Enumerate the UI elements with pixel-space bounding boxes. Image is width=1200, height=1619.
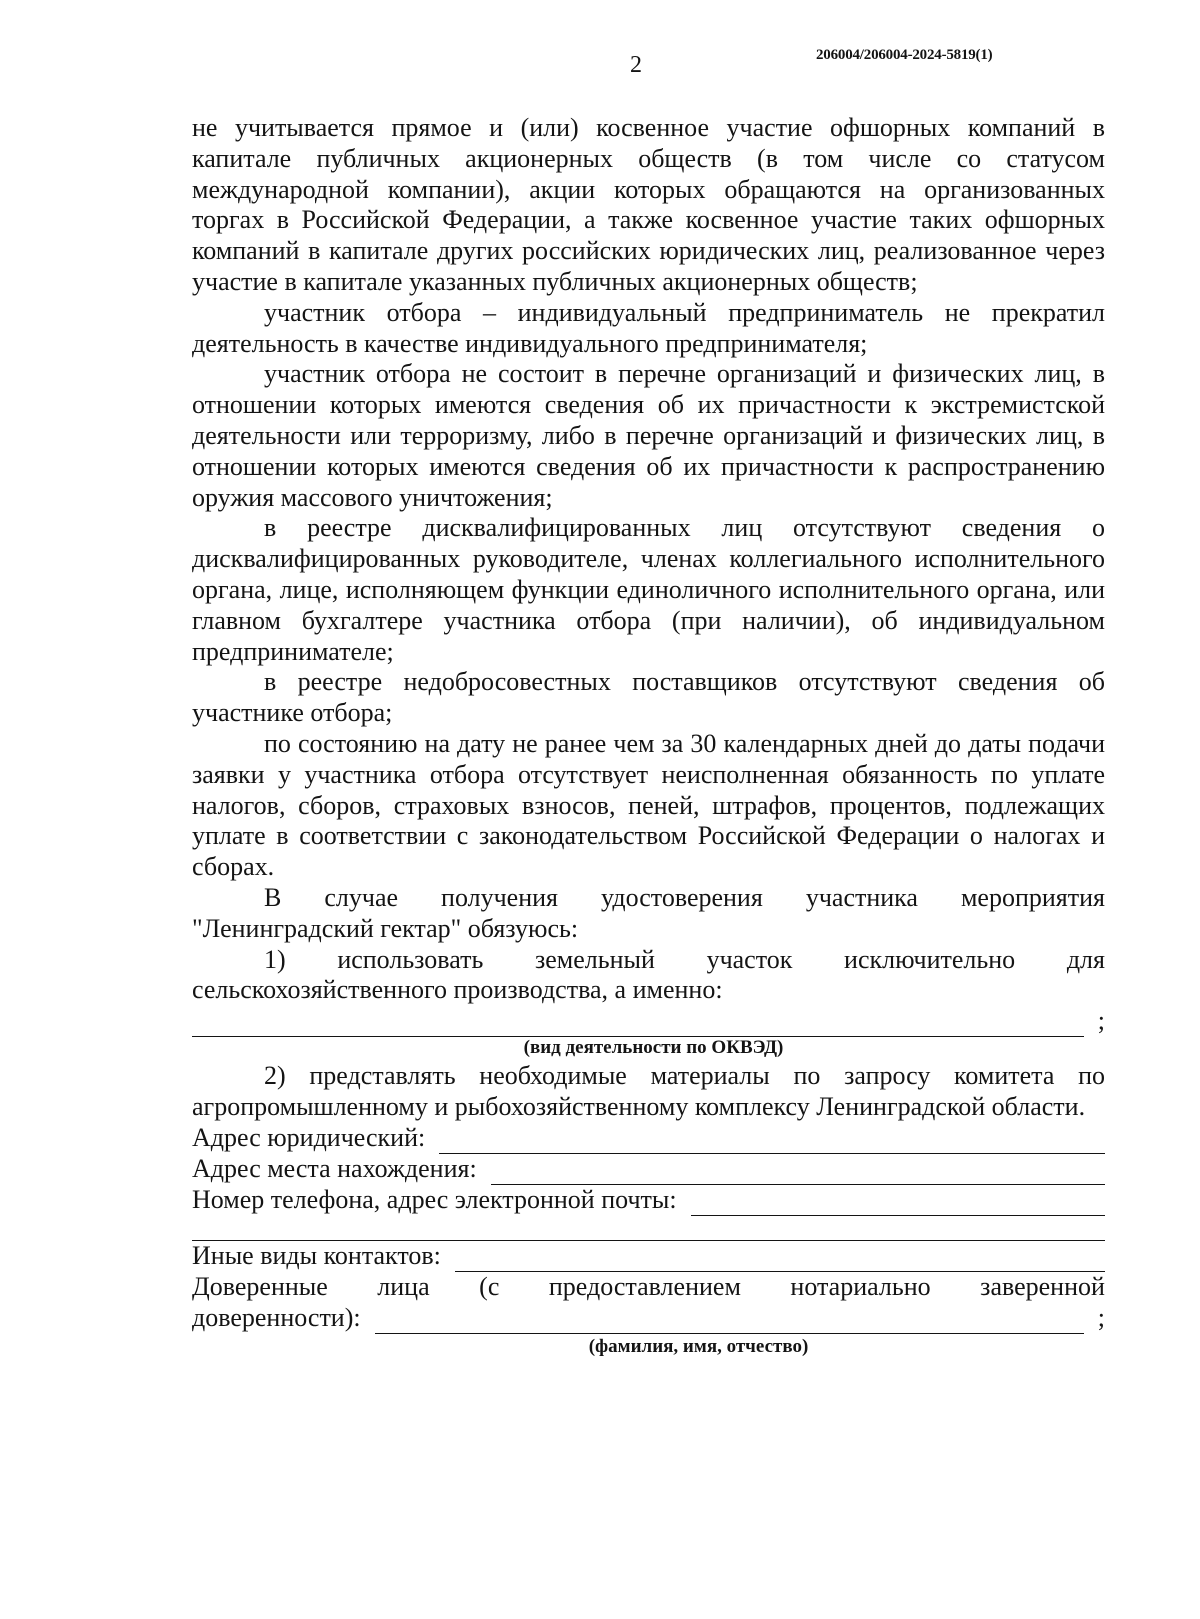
phone-email-row xyxy=(192,1185,1105,1216)
paragraph-materials: 2) представлять необходимые материалы по запросу комитета по агропромышленному и рыбохозяйственному комплексу Ленинградской области. xyxy=(192,1061,1105,1121)
document-body xyxy=(192,113,1105,1360)
proxies-semicolon: ; xyxy=(1097,1302,1105,1332)
other-contacts-field[interactable] xyxy=(455,1247,1105,1272)
proxies-word: заверенной xyxy=(980,1271,1105,1301)
paragraph-entrepreneur: участник отбора – индивидуальный предприниматель не прекратил деятельность в качестве индивидуального предпринимателя; xyxy=(192,297,1105,358)
proxies-word: предоставлением xyxy=(548,1271,741,1301)
phone-email-field[interactable] xyxy=(691,1191,1105,1216)
okved-semicolon: ; xyxy=(1097,1006,1105,1036)
okved-field-row xyxy=(192,1006,1105,1037)
other-contacts-row xyxy=(192,1241,1105,1272)
location-address-field[interactable] xyxy=(491,1160,1105,1185)
paragraph-unfair-suppliers: в реестре недобросовестных поставщиков отсутствуют сведения об участнике отбора; xyxy=(192,667,1105,728)
proxies-label-line xyxy=(192,1272,1105,1303)
phone-email-continuation-field[interactable] xyxy=(192,1216,1105,1241)
proxies-row xyxy=(192,1303,1105,1334)
document-id: 206004/206004-2024-5819(1) xyxy=(816,47,993,63)
proxies-word: нотариально xyxy=(790,1271,931,1301)
paragraph-disqualified: в реестре дисквалифицированных лиц отсутствуют сведения о дисквалифицированных руководителе, членах коллегиального исполнительного органа, лице, исполняющем функции единоличного исполнительного органа, или главном бухгалтере участника отбора (при наличии), об индивидуальном предпринимателе; xyxy=(192,513,1105,666)
legal-address-field[interactable] xyxy=(439,1129,1105,1154)
okved-caption: (вид деятельности по ОКВЭД) xyxy=(523,1037,784,1059)
legal-address-row xyxy=(192,1123,1105,1154)
other-contacts-label: Иные виды контактов: xyxy=(192,1240,441,1270)
paragraph-taxes: по состоянию на дату не ранее чем за 30 календарных дней до даты подачи заявки у участника отбора отсутствует неисполненная обязанность по уплате налогов, сборов, страховых взносов, пеней, штрафов, процентов, подлежащих уплате в соответствии с законодательством Российской Федерации о налогах и сборах. xyxy=(192,728,1105,882)
proxies-word: (с xyxy=(479,1271,500,1301)
proxies-field[interactable] xyxy=(375,1309,1084,1334)
paragraph-obligations: В случае получения удостоверения участника мероприятия "Ленинградский гектар" обязуюсь: xyxy=(192,882,1105,943)
proxies-word: лица xyxy=(377,1271,430,1301)
paragraph-extremism: участник отбора не состоит в перечне организаций и физических лиц, в отношении которых имеются сведения об их причастности к экстремистской деятельности или терроризму, либо в перечне организаций и физических лиц, в отношении которых имеются сведения об их причастности к распространению оружия массового уничтожения; xyxy=(192,359,1105,512)
location-address-label: Адрес места нахождения: xyxy=(192,1153,477,1183)
proxies-label: доверенности): xyxy=(192,1302,361,1332)
location-address-row xyxy=(192,1154,1105,1185)
paragraph-land-use: 1) использовать земельный участок исключительно для сельскохозяйственного производства, а именно: xyxy=(192,944,1105,1005)
proxies-word: Доверенные xyxy=(192,1271,328,1301)
paragraph-offshore: не учитывается прямое и (или) косвенное участие офшорных компаний в капитале публичных акционерных обществ (в том числе со статусом международной компании), акции которых обращаются на организованных торгах в Российской Федерации, а также косвенное участие таких офшорных компаний в капитале других российских юридических лиц, реализованное через участие в капитале указанных публичных акционерных обществ; xyxy=(192,113,1105,296)
okved-field[interactable] xyxy=(192,1012,1084,1037)
phone-email-label: Номер телефона, адрес электронной почты: xyxy=(192,1184,677,1214)
legal-address-label: Адрес юридический: xyxy=(192,1122,426,1152)
page-number: 2 xyxy=(630,52,642,78)
fio-caption: (фамилия, имя, отчество) xyxy=(588,1335,809,1357)
